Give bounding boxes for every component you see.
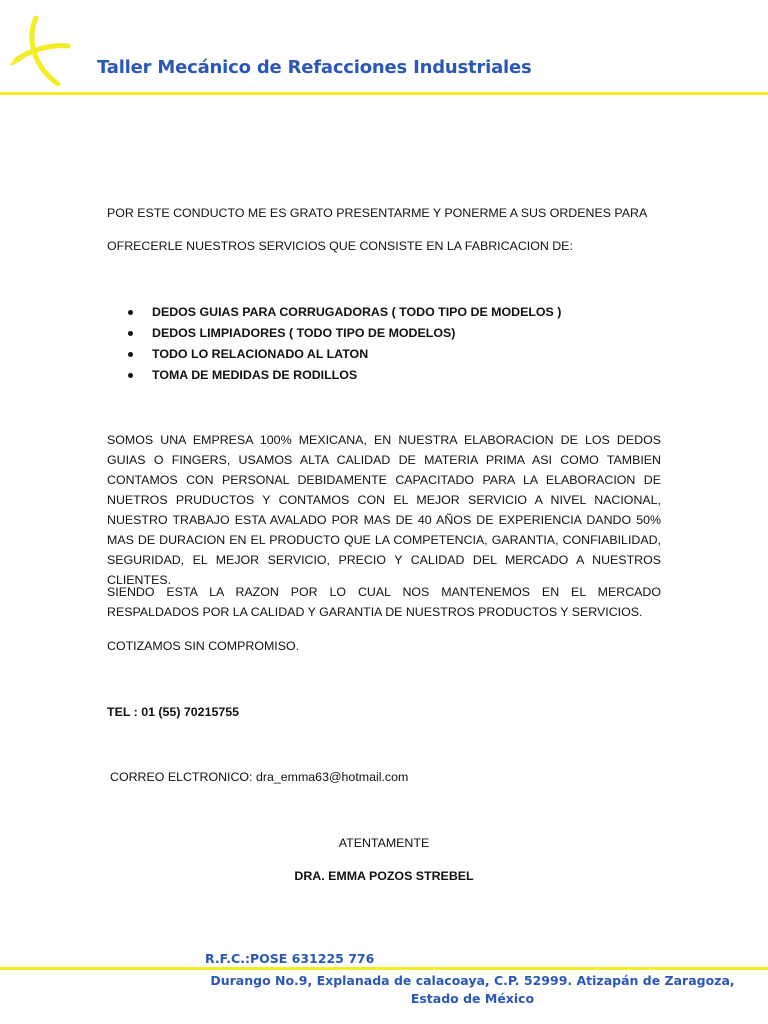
signer-name: DRA. EMMA POZOS STREBEL bbox=[294, 869, 474, 883]
email-address: CORREO ELCTRONICO: dra_emma63@hotmail.com bbox=[110, 770, 409, 784]
company-logo-icon bbox=[8, 14, 72, 88]
address: Durango No.9, Explanada de calacoaya, C.P. 52999. Atizapán de Zaragoza, Estado de México bbox=[210, 973, 735, 1006]
footer-divider bbox=[0, 967, 768, 970]
company-name: Taller Mecánico de Refacciones Industriales bbox=[97, 57, 532, 78]
phone-number: TEL : 01 (55) 70215755 bbox=[107, 705, 240, 719]
bullet-icon bbox=[128, 373, 133, 378]
closing: ATENTAMENTE bbox=[338, 836, 430, 850]
list-item: DEDOS GUIAS PARA CORRUGADORAS ( TODO TIPO DE MODELOS ) bbox=[128, 302, 561, 323]
intro-line-1: POR ESTE CONDUCTO ME ES GRATO PRESENTARME Y PONERME A SUS ORDENES PARA bbox=[107, 206, 648, 220]
bullet-icon bbox=[128, 331, 133, 336]
services-list bbox=[128, 302, 561, 386]
bullet-icon bbox=[128, 310, 133, 315]
header-divider bbox=[0, 92, 768, 95]
rfc-number: R.F.C.:POSE 631225 776 bbox=[205, 951, 375, 966]
market-paragraph: SIENDO ESTA LA RAZON POR LO CUAL NOS MANTENEMOS EN EL MERCADO RESPALDADOS POR LA CALIDAD Y GARANTIA DE NUESTROS PRODUCTOS Y SERVICIOS. bbox=[107, 585, 661, 619]
list-item: TODO LO RELACIONADO AL LATON bbox=[128, 344, 561, 365]
company-description-paragraph: SOMOS UNA EMPRESA 100% MEXICANA, EN NUESTRA ELABORACION DE LOS DEDOS GUIAS O FINGERS, USAMOS ALTA CALIDAD DE MATERIA PRIMA ASI COMO TAMBIEN CONTAMOS CON PERSONAL DEBIDAMENTE CAPACITADO PARA LA ELABORACION DE NUETROS PRUDUCTOS Y CONTAMOS CON EL MEJOR SERVICIO A NIVEL NACIONAL, NUESTRO TRABAJO ESTA AVALADO POR MAS DE 40 AÑOS DE EXPERIENCIA DANDO 50% MAS DE DURACION EN EL PRODUCTO QUE LA COMPETENCIA, GARANTIA, CONFIABILIDAD, SEGURIDAD, EL MEJOR SERVICIO, PRECIO Y CALIDAD DEL MERCADO A NUESTROS CLIENTES. bbox=[107, 433, 661, 587]
list-item: DEDOS LIMPIADORES ( TODO TIPO DE MODELOS) bbox=[128, 323, 561, 344]
list-item: TOMA DE MEDIDAS DE RODILLOS bbox=[128, 365, 561, 386]
intro-line-2: OFRECERLE NUESTROS SERVICIOS QUE CONSISTE EN LA FABRICACION DE: bbox=[107, 239, 573, 253]
bullet-icon bbox=[128, 352, 133, 357]
quote-line: COTIZAMOS SIN COMPROMISO. bbox=[107, 639, 300, 653]
